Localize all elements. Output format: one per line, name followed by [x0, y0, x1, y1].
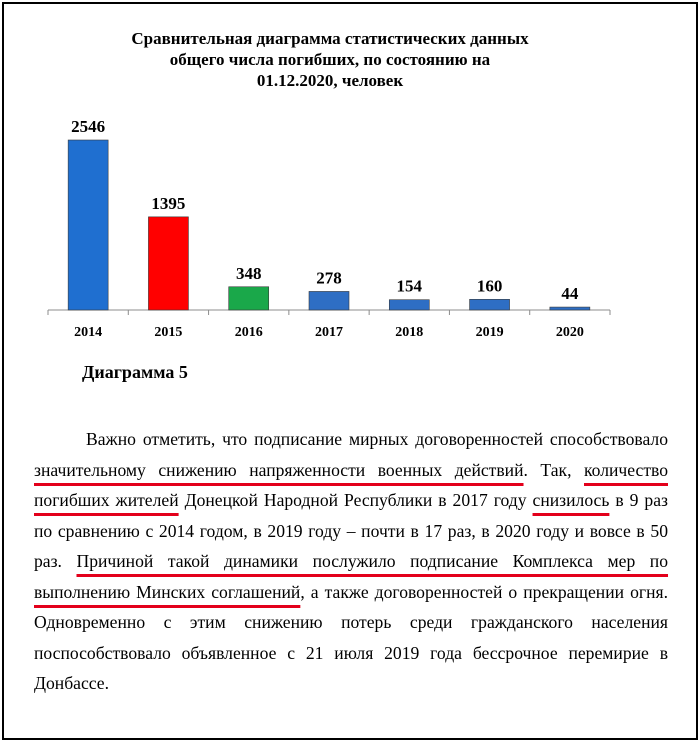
body-paragraph — [34, 424, 668, 699]
data-label: 154 — [396, 276, 423, 296]
text-run: , а также договоренностей о прекращении огня. Одновременно с этим снижению потерь среди гражданского населения поспособствовало объявленное с 21 июля 2019 года бессрочное перемирие в Донбассе. — [34, 581, 668, 693]
x-tick-label: 2019 — [475, 325, 504, 340]
data-label: 44 — [561, 284, 579, 304]
text-run: в 9 раз по сравнению с 2014 годом, в 2019 году – почти в 17 раз, в 2020 году и вовсе в 50 раз. — [34, 490, 668, 571]
chart-title-line: общего числа погибших, по состоянию на — [169, 50, 491, 69]
x-tick-label: 2014 — [74, 325, 103, 340]
diagram-caption: Диаграмма 5 — [82, 362, 188, 382]
bar-2016 — [229, 287, 269, 310]
x-tick-label: 2015 — [154, 325, 183, 340]
bar-2015 — [148, 217, 188, 310]
data-label: 160 — [476, 276, 503, 296]
x-tick-label: 2016 — [234, 325, 263, 340]
chart-title-line: 01.12.2020, человек — [256, 71, 404, 90]
bar-2017 — [309, 291, 349, 310]
data-label: 348 — [235, 263, 262, 283]
bar-2014 — [68, 140, 108, 310]
bar-2019 — [470, 299, 510, 310]
data-label: 1395 — [151, 193, 186, 213]
text-run: Донецкой Народной Республики в 2017 году — [178, 490, 533, 510]
underlined-phrase: значительному снижению напряженности военных действий — [34, 459, 524, 480]
x-tick-label: 2018 — [395, 325, 424, 340]
text-run: . Так, — [523, 459, 584, 480]
x-tick-label: 2017 — [315, 325, 343, 340]
text-run: Важно отметить, что подписание мирных договоренностей способствовало — [86, 429, 668, 449]
bar-2020 — [550, 307, 590, 310]
underlined-phrase: Причиной такой динамики послужило подписание Комплекса мер по выполнению Минских соглашений — [34, 551, 669, 602]
data-label: 278 — [316, 268, 342, 288]
bar-2018 — [389, 300, 429, 310]
underlined-phrase: снизилось — [532, 490, 610, 510]
data-label: 2546 — [71, 117, 106, 136]
chart-title-line: Сравнительная диаграмма статистических данных — [131, 29, 529, 48]
underlined-phrase: количество погибших жителей — [34, 459, 668, 510]
bar-chart — [0, 0, 700, 360]
x-tick-label: 2020 — [555, 325, 584, 340]
